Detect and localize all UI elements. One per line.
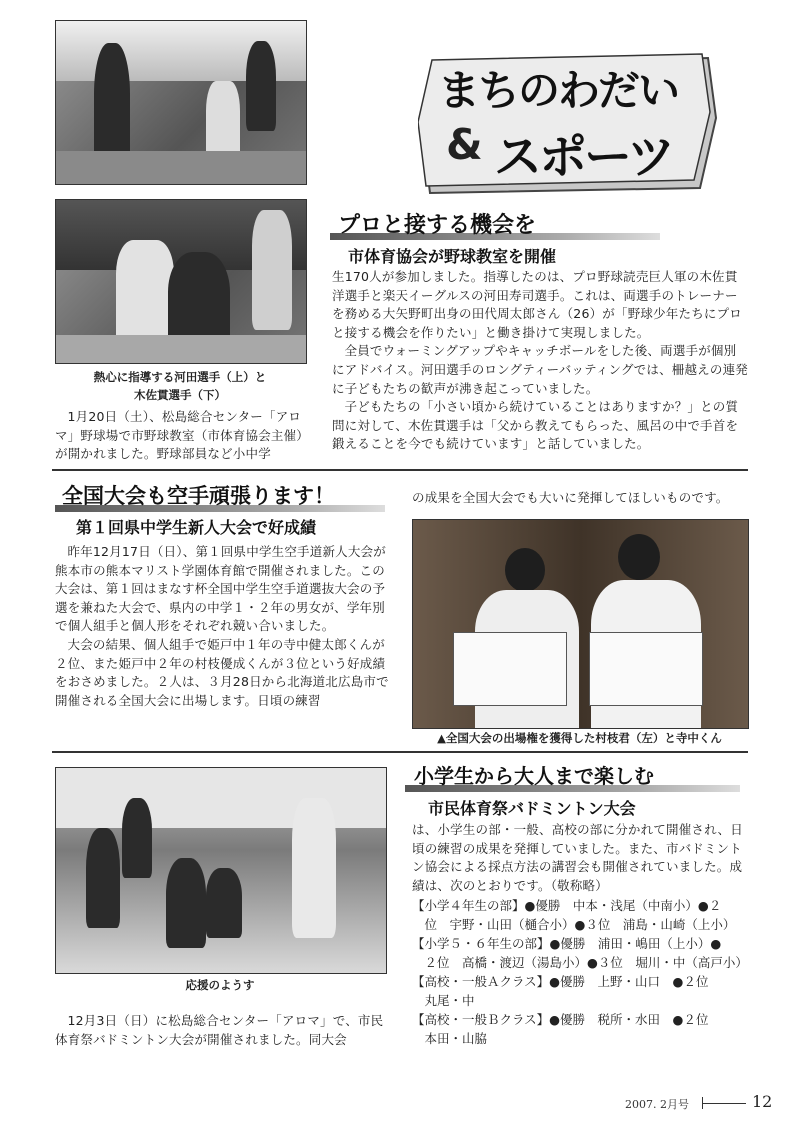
divider-1 — [52, 469, 748, 471]
karate-title: 全国大会も空手頑張ります！ — [62, 484, 335, 508]
badminton-subtitle: 市民体育祭バドミントン大会 — [428, 799, 636, 818]
baseball-right-text-1: 生170人が参加しました。指導したのは、プロ野球読売巨人軍の木佐貫洋選手と楽天イーグルスの河田寿司選手。これは、両選手のトレーナーを務める大矢野町出身の田代周太郎さん（26）が「野球少年たちにプロと接する機会を作りたい」と働き掛けて実現しました。 — [332, 269, 743, 340]
baseball-title: プロと接する機会を — [338, 213, 537, 238]
badminton-right-para — [412, 821, 750, 895]
badminton-left-text: 12月3日（日）に松島総合センター「アロマ」で、市民体育祭バドミントン大会が開催されました。同大会 — [55, 1013, 384, 1047]
result-line: 【小学５・６年生の部】●優勝 浦田・嶋田（上小）● — [412, 936, 722, 951]
result-line: 本田・山脇 — [412, 1031, 488, 1046]
baseball-right-text-2: 全員でウォーミングアップやキャッチボールをした後、両選手が個別にアドバイス。河田選手のロングティーバッティングでは、柵越えの連発に子どもたちの歓声が沸き起こっていました。 — [332, 343, 748, 396]
karate-right-text: の成果を全国大会でも大いに発揮してほしいものです。 — [412, 490, 729, 505]
page-number: 12 — [752, 1092, 773, 1111]
result-line: 【小学４年生の部】●優勝 中本・浅尾（中南小）●２ — [412, 898, 722, 913]
baseball-photo-2 — [55, 199, 307, 364]
result-line: 丸尾・中 — [412, 993, 475, 1008]
karate-subtitle: 第１回県中学生新人大会で好成績 — [76, 518, 317, 537]
karate-text-1: 昨年12月17日（日）、第１回県中学生空手道新人大会が熊本市の熊本マリスト学園体育館で開催されました。この大会は、第１回はまなす杯全国中学生空手道選抜大会の予選を兼ねた大会で、県内の中学１・２年の男女が、学年別で個人組手と個人形をそれぞれ競い合いました。 — [55, 544, 386, 634]
banner-amp: & — [446, 120, 483, 169]
baseball-left-para — [55, 408, 307, 464]
badminton-caption: 応援のようす — [185, 978, 255, 992]
badminton-photo — [55, 767, 387, 974]
banner-line2: スポーツ — [494, 129, 673, 185]
section-banner — [418, 48, 720, 198]
badminton-left-para — [55, 1012, 390, 1049]
divider-2 — [52, 751, 748, 753]
baseball-photo-1 — [55, 20, 307, 185]
baseball-caption — [55, 368, 305, 404]
karate-photo — [412, 519, 749, 729]
result-line: 【高校・一般Ｂクラス】●優勝 税所・水田 ●２位 — [412, 1012, 709, 1027]
footer-issue: 2007. 2月号 — [625, 1098, 689, 1111]
banner-line1: まちのわだい — [438, 66, 679, 115]
footer-rule — [702, 1103, 746, 1104]
baseball-caption-line2: 木佐貫選手（下） — [134, 388, 226, 402]
result-line: ２位 高橋・渡辺（湯島小）●３位 堀川・中（高戸小） — [412, 955, 748, 970]
badminton-title: 小学生から大人まで楽しむ — [414, 764, 654, 788]
badminton-right-text: は、小学生の部・一般、高校の部に分かれて開催され、日頃の練習の成果を発揮していました。また、市バドミントン協会による採点方法の講習会も開催されていました。成績は、次のとおりです。（敬称略） — [412, 822, 743, 893]
karate-caption: ▲全国大会の出場権を獲得した村枝君（左）と寺中くん — [437, 731, 722, 745]
result-line: 位 宇野・山田（樋合小）●３位 浦島・山崎（上小） — [412, 917, 736, 932]
karate-text-2: 大会の結果、個人組手で姫戸中１年の寺中健太郎くんが２位、また姫戸中２年の村枝優成くんが３位という好成績をおさめました。２人は、３月28日から北海道北広島市で開催される全国大会に出場します。日頃の練習 — [55, 636, 389, 708]
result-line: 【高校・一般Ａクラス】●優勝 上野・山口 ●２位 — [412, 974, 709, 989]
baseball-caption-line1: 熱心に指導する河田選手（上）と — [93, 370, 267, 384]
baseball-left-text: 1月20日（土）、松島総合センター「アロマ」野球場で市野球教室（市体育協会主催）が開かれました。野球部員など小中学 — [55, 409, 303, 462]
baseball-right-para — [332, 268, 748, 454]
baseball-subtitle: 市体育協会が野球教室を開催 — [348, 247, 557, 266]
badminton-results — [412, 896, 752, 1048]
karate-left-para — [55, 543, 390, 710]
footer-rule-tick — [702, 1097, 703, 1109]
baseball-right-text-3: 子どもたちの「小さい頃から続けていることはありますか？」との質問に対して、木佐貫選手は「父から教えてもらった、風呂の中で手首を鍛えることを今でも続けています」と話していました。 — [332, 399, 739, 452]
